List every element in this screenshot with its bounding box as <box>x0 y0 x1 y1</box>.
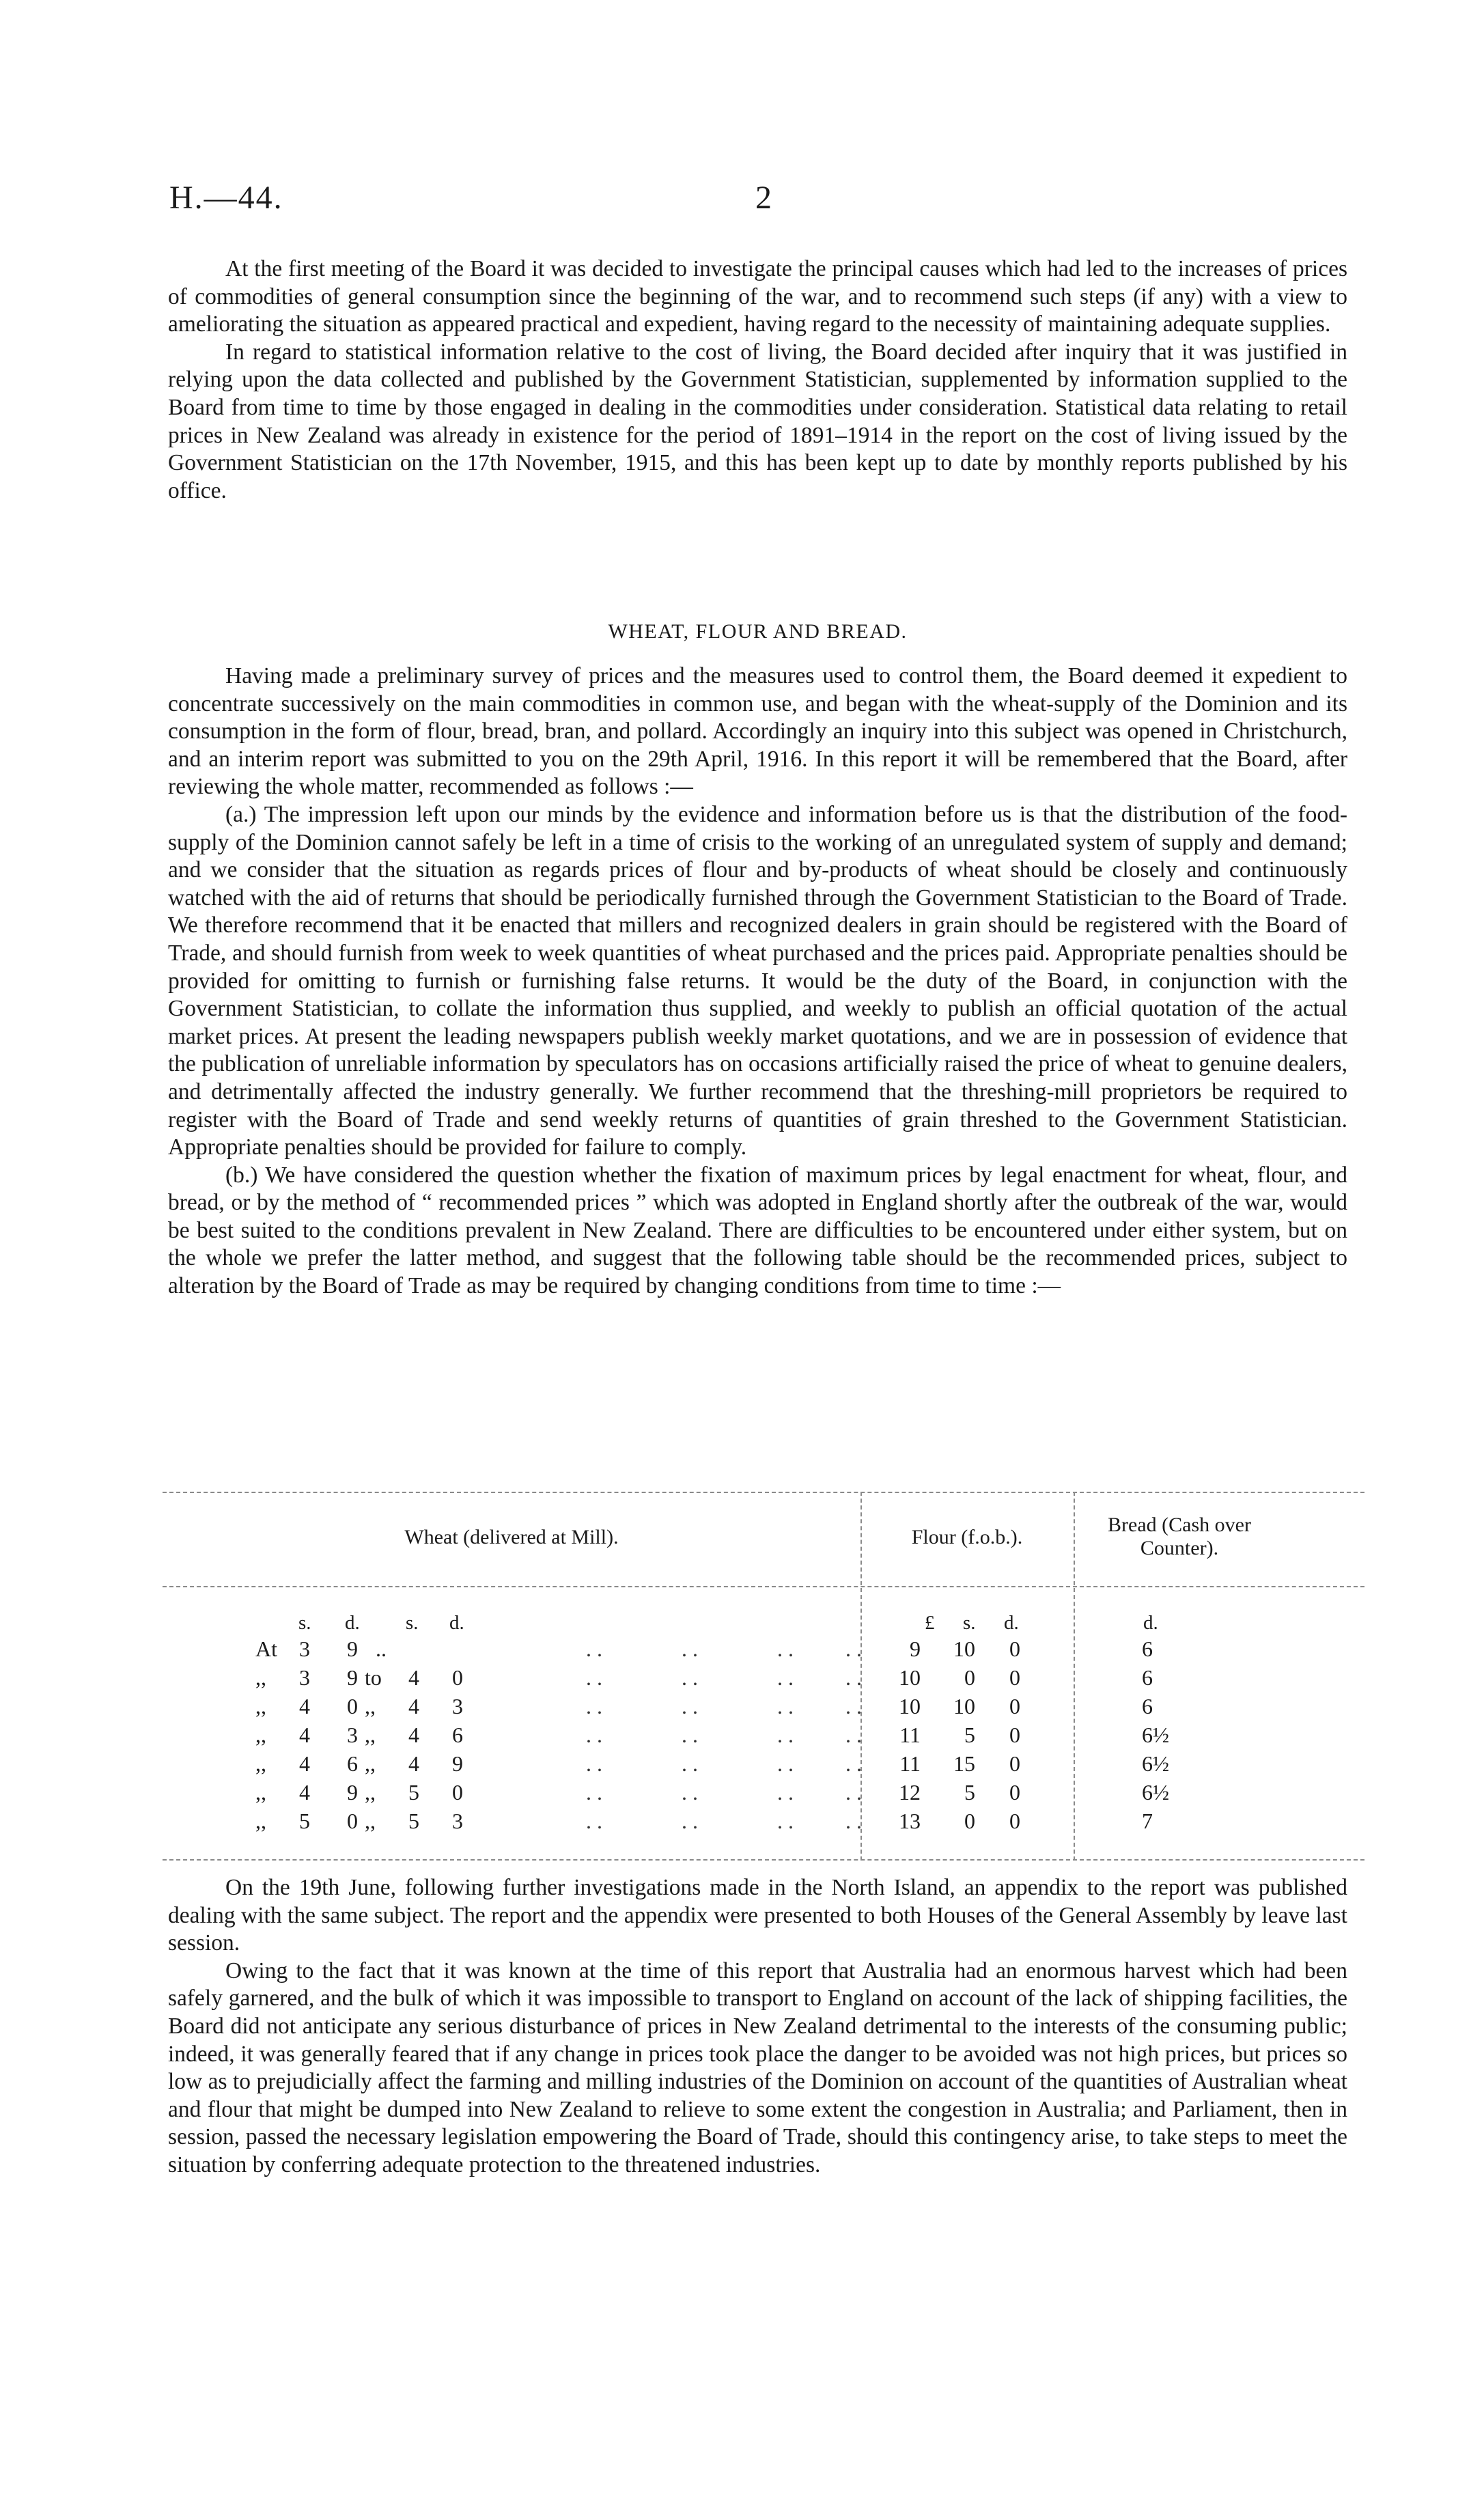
paragraph: At the first meeting of the Board it was decided to investigate the principal causes which had led to the increases of prices of commodities of general consumption since the beginning of the war, and to recommend such steps (if any) with a view to ameliorating the situation as appeared practical and expedient, having regard to the necessity of maintaining adequate supplies. <box>168 256 1347 337</box>
unit-label: d. <box>449 1612 464 1634</box>
table-cell-prefix: At <box>255 1637 277 1661</box>
table-cell-f-s: 0 <box>964 1665 975 1690</box>
leader-dots: . . <box>845 1723 862 1747</box>
table-cell-f-d: 0 <box>1009 1780 1020 1805</box>
flour-column-header: Flour (f.o.b.). <box>911 1526 1023 1548</box>
recommended-prices-table <box>163 1492 1364 1861</box>
table-cell-f-d: 0 <box>1009 1637 1020 1661</box>
table-cell-f-d: 0 <box>1009 1809 1020 1833</box>
leader-dots: . . <box>845 1780 862 1805</box>
unit-label: £ <box>925 1612 935 1634</box>
leader-dots: . . <box>777 1809 794 1833</box>
table-cell-prefix: ,, <box>255 1751 266 1776</box>
table-cell-bread: 6½ <box>1142 1751 1169 1776</box>
table-cell-w-d2: 6 <box>452 1723 463 1747</box>
table-cell-f-d: 0 <box>1009 1694 1020 1718</box>
table-cell-w-d2: 0 <box>452 1780 463 1805</box>
table-cell-bread: 6½ <box>1142 1723 1169 1747</box>
table-cell-w-d1: 9 <box>347 1780 358 1805</box>
table-cell-f-l: 10 <box>899 1665 921 1690</box>
table-cell-joiner: .. <box>376 1637 387 1661</box>
table-cell-w-s1: 3 <box>299 1637 310 1661</box>
table-cell-f-s: 15 <box>953 1751 975 1776</box>
leader-dots: . . <box>682 1723 698 1747</box>
table-cell-f-s: 10 <box>953 1637 975 1661</box>
table-cell-w-d2: 3 <box>452 1694 463 1718</box>
table-header-rule <box>163 1586 1364 1587</box>
leader-dots: . . <box>777 1665 794 1690</box>
table-cell-w-d1: 3 <box>347 1723 358 1747</box>
table-cell-f-s: 10 <box>953 1694 975 1718</box>
page-number: 2 <box>755 180 772 216</box>
leader-dots: . . <box>845 1665 862 1690</box>
unit-label: d. <box>1143 1612 1158 1634</box>
table-cell-prefix: ,, <box>255 1809 266 1833</box>
unit-label: s. <box>963 1612 976 1634</box>
document-reference: H.—44. <box>169 180 283 216</box>
leader-dots: . . <box>845 1694 862 1718</box>
table-cell-w-s1: 4 <box>299 1694 310 1718</box>
unit-label: s. <box>298 1612 311 1634</box>
table-cell-w-s2: 4 <box>408 1665 419 1690</box>
leader-dots: . . <box>777 1751 794 1776</box>
table-cell-w-d1: 0 <box>347 1694 358 1718</box>
paragraph: On the 19th June, following further investigations made in the North Island, an appendix to the report was published dealing with the same subject. The report and the appendix were presented to both Houses of the General Assembly by leave last session. <box>168 1875 1347 1956</box>
leader-dots: . . <box>845 1637 862 1661</box>
unit-label: s. <box>406 1612 419 1634</box>
section-heading: WHEAT, FLOUR AND BREAD. <box>608 620 908 643</box>
table-cell-w-s1: 5 <box>299 1809 310 1833</box>
table-cell-w-d1: 9 <box>347 1637 358 1661</box>
table-cell-joiner: ,, <box>365 1780 376 1805</box>
table-cell-bread: 6 <box>1142 1637 1153 1661</box>
paragraph: Owing to the fact that it was known at the time of this report that Australia had an enormous harvest which had been safely garnered, and the bulk of which it was impossible to transport to England on account of the lack of shipping facilities, the Board did not anticipate any serious disturbance of prices in New Zealand detrimental to the interests of the consuming public; indeed, it was generally feared that if any change in prices took place the danger to be avoided was not high prices, but prices so low as to prejudicially affect the farming and milling industries of the Dominion on account of the quantities of Australian wheat and flour that might be dumped into New Zealand to relieve to some extent the congestion in Australia; and Parliament, then in session, passed the necessary legislation empowering the Board of Trade, should this contingency arise, to take steps to meet the situation by conferring adequate protection to the threatened industries. <box>168 1958 1347 2177</box>
table-cell-f-l: 9 <box>910 1637 921 1661</box>
table-cell-f-l: 12 <box>899 1780 921 1805</box>
table-cell-w-s1: 3 <box>299 1665 310 1690</box>
table-cell-joiner: ,, <box>365 1723 376 1747</box>
table-cell-joiner: ,, <box>365 1694 376 1718</box>
wheat-column-header: Wheat (delivered at Mill). <box>404 1526 619 1548</box>
table-cell-joiner: ,, <box>365 1809 376 1833</box>
paragraph: Having made a preliminary survey of prices and the measures used to control them, the Board deemed it expedient to concentrate successively on the main commodities in common use, and began with the wheat-supply of the Dominion and its consumption in the form of flour, bread, bran, and pollard. Accordingly an inquiry into this subject was opened in Christchurch, and an interim report was submitted to you on the 29th April, 1916. In this report it will be remembered that the Board, after reviewing the whole matter, recommended as follows :— <box>168 663 1347 800</box>
leader-dots: . . <box>586 1751 602 1776</box>
leader-dots: . . <box>682 1809 698 1833</box>
leader-dots: . . <box>586 1637 602 1661</box>
leader-dots: . . <box>682 1751 698 1776</box>
table-cell-prefix: ,, <box>255 1694 266 1718</box>
leader-dots: . . <box>682 1694 698 1718</box>
unit-label: d. <box>345 1612 360 1634</box>
page-header <box>169 179 1344 227</box>
table-cell-prefix: ,, <box>255 1723 266 1747</box>
closing-text-block <box>168 1874 1347 2179</box>
table-cell-f-d: 0 <box>1009 1751 1020 1776</box>
leader-dots: . . <box>682 1665 698 1690</box>
leader-dots: . . <box>682 1780 698 1805</box>
table-top-rule <box>163 1492 1364 1493</box>
table-cell-w-d2: 0 <box>452 1665 463 1690</box>
table-cell-w-s2: 4 <box>408 1723 419 1747</box>
table-cell-w-d1: 0 <box>347 1809 358 1833</box>
wheat-text-block <box>168 663 1347 1300</box>
table-cell-prefix: ,, <box>255 1780 266 1805</box>
table-cell-w-s1: 4 <box>299 1780 310 1805</box>
leader-dots: . . <box>777 1637 794 1661</box>
leader-dots: . . <box>777 1723 794 1747</box>
leader-dots: . . <box>845 1751 862 1776</box>
table-cell-f-s: 0 <box>964 1809 975 1833</box>
table-cell-w-s1: 4 <box>299 1751 310 1776</box>
paragraph: (b.) We have considered the question whether the fixation of maximum prices by legal enactment for wheat, flour, and bread, or by the method of “ recommended prices ” which was adopted in England shortly after the outbreak of the war, would be best suited to the conditions prevalent in New Zealand. There are difficulties to be encountered under either system, but on the whole we prefer the latter method, and suggest that the following table should be the recommended prices, subject to alteration by the Board of Trade as may be required by changing conditions from time to time :— <box>168 1162 1347 1299</box>
table-cell-bread: 7 <box>1142 1809 1153 1833</box>
leader-dots: . . <box>586 1780 602 1805</box>
leader-dots: . . <box>586 1694 602 1718</box>
table-cell-prefix: ,, <box>255 1665 266 1690</box>
leader-dots: . . <box>586 1723 602 1747</box>
leader-dots: . . <box>682 1637 698 1661</box>
leader-dots: . . <box>845 1809 862 1833</box>
table-cell-f-s: 5 <box>964 1780 975 1805</box>
table-cell-f-s: 5 <box>964 1723 975 1747</box>
table-cell-w-d2: 3 <box>452 1809 463 1833</box>
intro-text-block <box>168 255 1347 505</box>
leader-dots: . . <box>586 1809 602 1833</box>
leader-dots: . . <box>586 1665 602 1690</box>
table-cell-f-d: 0 <box>1009 1665 1020 1690</box>
table-cell-bread: 6 <box>1142 1665 1153 1690</box>
leader-dots: . . <box>777 1780 794 1805</box>
paragraph: In regard to statistical information relative to the cost of living, the Board decided after inquiry that it was justified in relying upon the data collected and published by the Government Statistician, supplemented by information supplied to the Board from time to time by those engaged in dealing in the commodities under consideration. Statistical data relating to retail prices in New Zealand was already in existence for the period of 1891–1914 in the report on the cost of living issued by the Government Statistician on the 17th November, 1915, and this has been kept up to date by monthly reports published by his office. <box>168 339 1347 503</box>
table-cell-joiner: ,, <box>365 1751 376 1776</box>
leader-dots: . . <box>777 1694 794 1718</box>
table-cell-w-d1: 6 <box>347 1751 358 1776</box>
table-bottom-rule <box>163 1859 1364 1861</box>
table-cell-w-s2: 5 <box>408 1780 419 1805</box>
table-cell-w-s2: 4 <box>408 1694 419 1718</box>
table-cell-bread: 6 <box>1142 1694 1153 1718</box>
table-cell-w-s2: 5 <box>408 1809 419 1833</box>
table-cell-w-d1: 9 <box>347 1665 358 1690</box>
bread-column-header: Bread (Cash over Counter). <box>1108 1514 1251 1559</box>
table-cell-f-l: 10 <box>899 1694 921 1718</box>
column-divider <box>1074 1492 1075 1861</box>
table-cell-f-l: 11 <box>899 1723 921 1747</box>
table-cell-w-s2: 4 <box>408 1751 419 1776</box>
table-cell-w-s1: 4 <box>299 1723 310 1747</box>
table-cell-joiner: to <box>365 1665 382 1690</box>
table-cell-f-l: 11 <box>899 1751 921 1776</box>
table-cell-f-d: 0 <box>1009 1723 1020 1747</box>
table-cell-w-d2: 9 <box>452 1751 463 1776</box>
unit-label: d. <box>1004 1612 1019 1634</box>
table-cell-f-l: 13 <box>899 1809 921 1833</box>
table-cell-bread: 6½ <box>1142 1780 1169 1805</box>
paragraph: (a.) The impression left upon our minds by the evidence and information before us is that the distribution of the food-supply of the Dominion cannot safely be left in a time of crisis to the working of an unregulated system of supply and demand; and we consider that the situation as regards prices of flour and by-products of wheat should be closely and continuously watched with the aid of returns that should be periodically furnished through the Government Statistician to the Board of Trade. We therefore recommend that it be enacted that millers and recognized dealers in grain should be registered with the Board of Trade, and should furnish from week to week quantities of wheat purchased and the prices paid. Appropriate penalties should be provided for omitting to furnish or furnishing false returns. It would be the duty of the Board, in conjunction with the Government Statistician, to collate the information thus supplied, and weekly to publish an official quotation of the actual market prices. At present the leading newspapers publish weekly market quotations, and we are in possession of evidence that the publication of unreliable information by speculators has on occasions artificially raised the price of wheat to genuine dealers, and detrimentally affected the industry generally. We further recommend that the threshing-mill proprietors be required to register with the Board of Trade and send weekly returns of quantities of grain threshed to the Government Statistician. Appropriate penalties should be provided for failure to comply. <box>168 801 1347 1160</box>
